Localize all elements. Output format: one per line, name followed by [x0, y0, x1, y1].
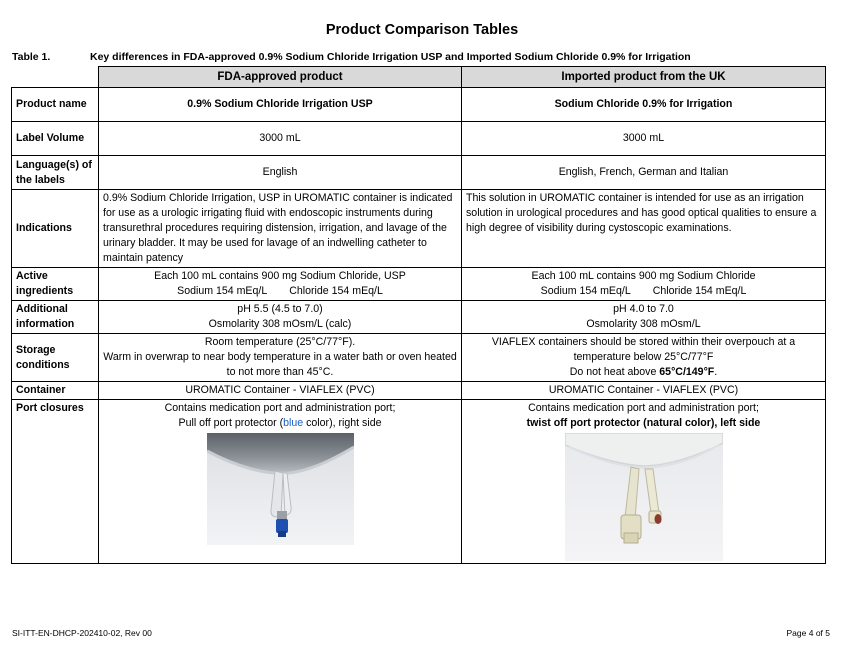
row-indications [12, 190, 826, 268]
fda-ph: pH 5.5 (4.5 to 7.0) [237, 303, 323, 315]
fda-port-photo [207, 433, 354, 545]
row-label: Product name [12, 88, 99, 122]
uk-ph: pH 4.0 to 7.0 [613, 303, 674, 315]
table-number: Table 1. [12, 51, 51, 63]
row-label: Additional information [12, 301, 99, 334]
uk-storage-max-temp: 65°C/149°F [659, 366, 715, 378]
row-label: Port closures [12, 400, 99, 564]
row-label: Storage conditions [12, 334, 99, 382]
row-product-name [12, 88, 826, 122]
fda-active-line1: Each 100 mL contains 900 mg Sodium Chloride, USP [154, 270, 406, 282]
row-label: Indications [12, 190, 99, 268]
uk-active-ingredients [462, 268, 826, 301]
uk-port-photo [565, 433, 723, 561]
row-active-ingredients [12, 268, 826, 301]
uk-language: English, French, German and Italian [462, 156, 826, 190]
uk-label-volume: 3000 mL [462, 122, 826, 156]
uk-active-line1: Each 100 mL contains 900 mg Sodium Chloride [531, 270, 756, 282]
uk-container: UROMATIC Container - VIAFLEX (PVC) [462, 382, 826, 400]
fda-osmolarity: Osmolarity 308 mOsm/L (calc) [208, 318, 352, 330]
uk-port-line2: twist off port protector (natural color), left side [526, 417, 761, 429]
uk-osmolarity: Osmolarity 308 mOsm/L [586, 318, 701, 330]
fda-storage [99, 334, 462, 382]
fda-port-pre: Pull off port protector ( [178, 417, 284, 429]
row-label: Label Volume [12, 122, 99, 156]
table-caption-text: Key differences in FDA-approved 0.9% Sodium Chloride Irrigation USP and Imported Sodium Chloride 0.9% for Irrigation [90, 51, 691, 63]
fda-additional-info [99, 301, 462, 334]
table-header-row [12, 67, 826, 88]
uk-product-name: Sodium Chloride 0.9% for Irrigation [462, 88, 826, 122]
fda-sodium: Sodium 154 mEq/L [177, 285, 268, 297]
uk-storage-line1: VIAFLEX containers should be stored within their overpouch at a temperature below 25°C/77°F [491, 336, 796, 363]
row-container [12, 382, 826, 400]
row-label: Container [12, 382, 99, 400]
row-label-volume [12, 122, 826, 156]
document-id: SI-ITT-EN-DHCP-202410-02, Rev 00 [12, 628, 152, 638]
fda-storage-line1: Room temperature (25°C/77°F). [204, 336, 356, 348]
uk-additional-info [462, 301, 826, 334]
uk-storage-line2 [466, 365, 821, 380]
fda-indications: 0.9% Sodium Chloride Irrigation, USP in UROMATIC container is indicated for use as a urologic irrigating fluid with endoscopic instruments during transurethral procedures requiring distension, irrigation, and lavage of the urinary bladder. It may be used for lavage of an indwelling catheter to maintain patency [99, 190, 462, 268]
header-blank-cell [12, 67, 99, 88]
uk-sodium: Sodium 154 mEq/L [540, 285, 631, 297]
fda-active-ingredients [99, 268, 462, 301]
fda-product-name: 0.9% Sodium Chloride Irrigation USP [99, 88, 462, 122]
page-number: Page 4 of 5 [786, 628, 830, 638]
uk-storage [462, 334, 826, 382]
fda-port-blue-word: blue [283, 417, 304, 429]
header-uk: Imported product from the UK [462, 67, 826, 88]
fda-port-post: color), right side [303, 417, 382, 429]
header-fda: FDA-approved product [99, 67, 462, 88]
uk-storage-pre: Do not heat above [569, 366, 660, 378]
fda-label-volume: 3000 mL [99, 122, 462, 156]
uk-storage-post: . [714, 366, 718, 378]
uk-port-closures [462, 400, 826, 564]
fda-port-closures [99, 400, 462, 564]
uk-electrolytes [466, 284, 821, 299]
fda-electrolytes [103, 284, 457, 299]
fda-storage-line2: Warm in overwrap to near body temperature in a water bath or oven heated to not more than 45°C. [103, 351, 457, 378]
row-label: Active ingredients [12, 268, 99, 301]
uk-port-line1: Contains medication port and administration port; [528, 402, 759, 414]
uk-indications: This solution in UROMATIC container is intended for use as an irrigation solution in urological procedures and has good optical qualities to ensure a high degree of visibility during cystoscopic examinations. [462, 190, 826, 268]
uk-chloride: Chloride 154 mEq/L [652, 285, 747, 297]
fda-chloride: Chloride 154 mEq/L [289, 285, 383, 297]
fda-language: English [99, 156, 462, 190]
table-caption [12, 51, 691, 63]
page-title: Product Comparison Tables [325, 22, 519, 38]
row-additional-info [12, 301, 826, 334]
row-storage [12, 334, 826, 382]
row-label: Language(s) of the labels [12, 156, 99, 190]
fda-port-line2 [103, 416, 457, 431]
fda-port-line1: Contains medication port and administration port; [164, 402, 396, 414]
comparison-table [11, 66, 826, 564]
row-port-closures [12, 400, 826, 564]
row-language [12, 156, 826, 190]
fda-container: UROMATIC Container - VIAFLEX (PVC) [99, 382, 462, 400]
